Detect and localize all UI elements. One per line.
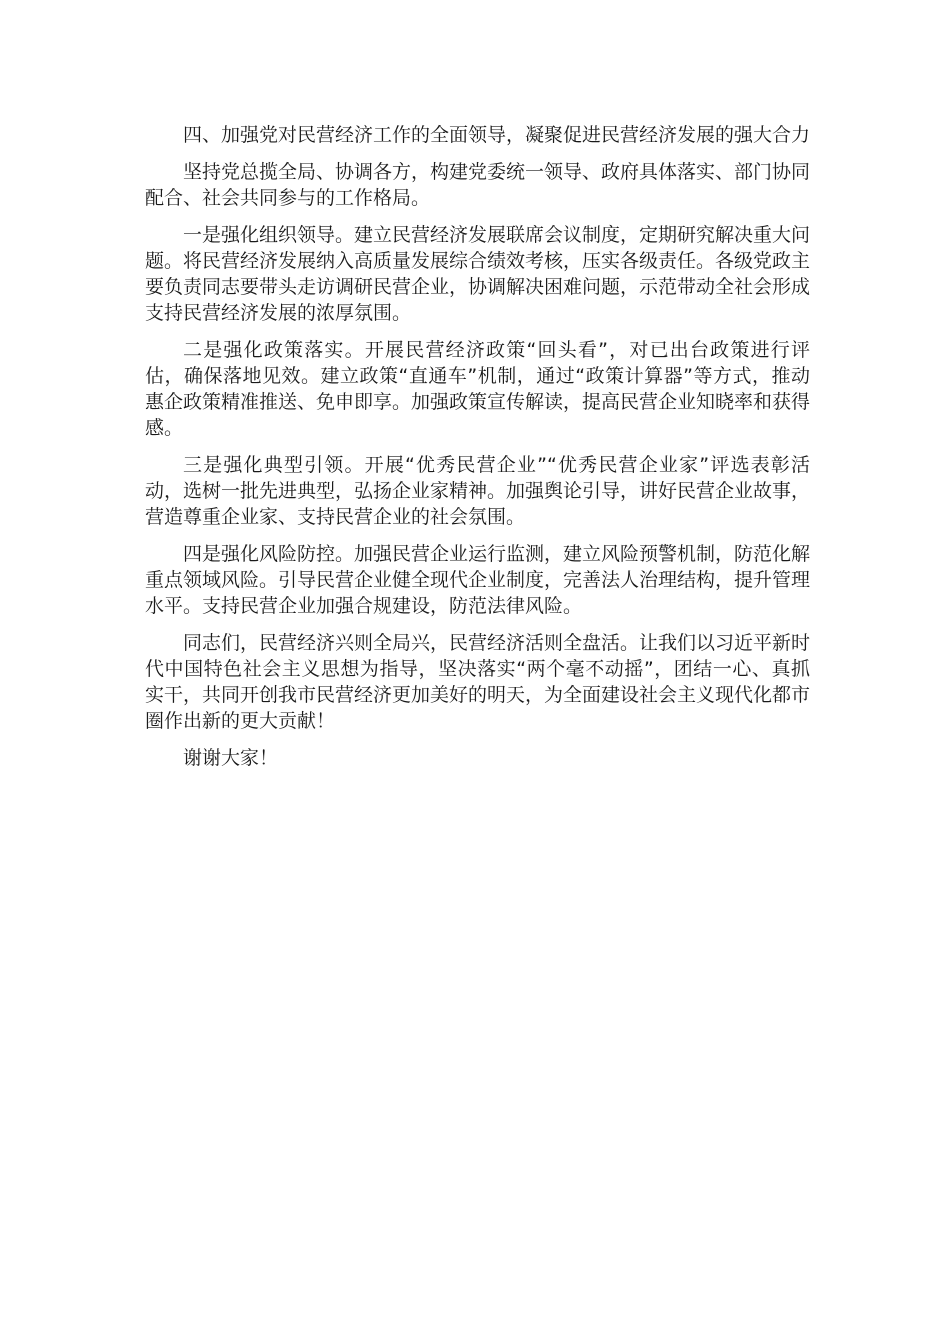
section-heading: 四、加强党对民营经济工作的全面领导，凝聚促进民营经济发展的强大合力 bbox=[183, 124, 811, 146]
paragraph-policy: 二是强化政策落实。开展民营经济政策“回头看”，对已出台政策进行评估，确保落地见效。建立政策“直通车”机制，通过“政策计算器”等方式，推动惠企政策精准推送、免申即享。加强政策宣传解读，提高民营企业知晓率和获得感。 bbox=[145, 339, 811, 439]
paragraph-organization: 一是强化组织领导。建立民营经济发展联席会议制度，定期研究解决重大问题。将民营经济发展纳入高质量发展综合绩效考核，压实各级责任。各级党政主要负责同志要带头走访调研民营企业，协调解决困难问题，示范带动全社会形成支持民营经济发展的浓厚氛围。 bbox=[145, 224, 811, 324]
paragraph-risk: 四是强化风险防控。加强民营企业运行监测，建立风险预警机制，防范化解重点领域风险。引导民营企业健全现代企业制度，完善法人治理结构，提升管理水平。支持民营企业加强合规建设，防范法律风险。 bbox=[145, 543, 811, 617]
paragraph-exemplars: 三是强化典型引领。开展“优秀民营企业”“优秀民营企业家”评选表彰活动，选树一批先进典型，弘扬企业家精神。加强舆论引导，讲好民营企业故事，营造尊重企业家、支持民营企业的社会氛围。 bbox=[145, 454, 811, 528]
document-body bbox=[145, 122, 810, 782]
paragraph-thanks: 谢谢大家！ bbox=[183, 747, 279, 769]
paragraph-closing: 同志们，民营经济兴则全局兴，民营经济活则全盘活。让我们以习近平新时代中国特色社会主义思想为指导，坚决落实“两个毫不动摇”，团结一心、真抓实干，共同开创我市民营经济更加美好的明天，为全面建设社会主义现代化都市圈作出新的更大贡献！ bbox=[145, 632, 811, 732]
paragraph-intro: 坚持党总揽全局、协调各方，构建党委统一领导、政府具体落实、部门协同配合、社会共同参与的工作格局。 bbox=[145, 161, 811, 209]
